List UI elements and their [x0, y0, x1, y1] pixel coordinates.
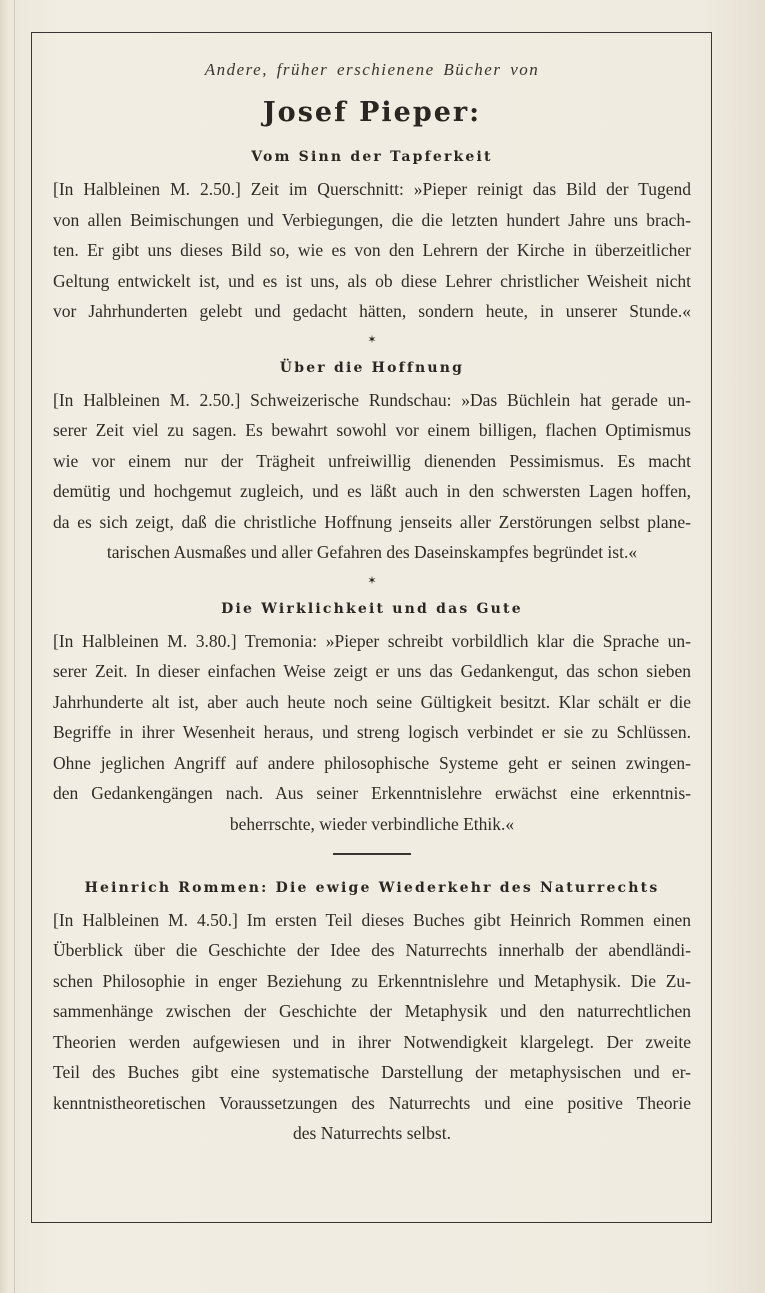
text-line: tarischen Ausmaßes und aller Gefahren des Daseinskampfes begründet ist.«: [106, 542, 638, 562]
book-title: Die Wirklichkeit und das Gute: [221, 600, 523, 617]
text-line: Begriffe in ihrer Wesenheit heraus, und streng logisch verbindet er sie zu Schlüssen.: [53, 722, 691, 742]
intro-line: Andere, früher erschienene Bücher von: [204, 60, 540, 79]
separator-star: ✶: [367, 574, 377, 587]
book-description: [53, 174, 691, 327]
text-line: serer Zeit viel zu sagen. Es bewahrt sowohl vor einem billigen, flachen Optimismus: [53, 420, 691, 440]
text-line: [In Halbleinen M. 2.50.] Schweizerische Rundschau: »Das Büchlein hat gerade un-: [53, 389, 691, 410]
text-line: Geltung entwickelt ist, und es ist uns, als ob diese Lehrer christlicher Weisheit nicht: [53, 270, 691, 291]
text-line: [In Halbleinen M. 3.80.] Tremonia: »Pieper schreibt vorbildlich klar die Sprache un-: [53, 630, 691, 651]
text-line: [In Halbleinen M. 4.50.] Im ersten Teil dieses Buches gibt Heinrich Rommen einen: [53, 909, 691, 930]
text-line: sammenhänge zwischen der Geschichte der Metaphysik und den naturrechtlichen: [53, 1001, 691, 1021]
text-line: ten. Er gibt uns dieses Bild so, wie es von den Lehrern der Kirche in überzeitlicher: [53, 240, 691, 260]
page-fold: [14, 0, 15, 1293]
text-line: kenntnistheoretischen Voraussetzungen des Naturrechts und eine positive Theorie: [53, 1092, 691, 1113]
text-line: serer Zeit. In dieser einfachen Weise zeigt er uns das Gedankengut, das schon sieben: [53, 661, 691, 681]
text-line: schen Philosophie in enger Beziehung zu Erkenntnislehre und Metaphysik. Die Zu-: [53, 970, 691, 991]
text-line: demütig und hochgemut zugleich, und es läßt auch in den schwersten Lagen hoffen,: [53, 481, 691, 501]
page-content: [53, 56, 691, 1149]
text-line: Ohne jeglichen Angriff auf andere philosophische Systeme geht er seinen zwingen-: [53, 752, 691, 773]
text-line: wie vor einem nur der Trägheit unfreiwillig dienenden Pessimismus. Es macht: [53, 450, 691, 471]
text-line: Teil des Buches gibt eine systematische Darstellung der metaphysischen und er-: [53, 1062, 691, 1082]
text-line: [In Halbleinen M. 2.50.] Zeit im Querschnitt: »Pieper reinigt das Bild der Tugend: [53, 179, 691, 199]
book-title: Über die Hoffnung: [279, 359, 465, 376]
text-line: des Naturrechts selbst.: [293, 1123, 451, 1143]
text-line: Jahrhunderte alt ist, aber auch heute noch seine Gültigkeit besitzt. Klar schält er die: [53, 691, 691, 712]
book-title: Vom Sinn der Tapferkeit: [251, 149, 493, 165]
book-description: [53, 385, 691, 568]
book-description: [53, 905, 691, 1149]
text-line: beherrschte, wieder verbindliche Ethik.«: [229, 813, 515, 834]
text-line: vor Jahrhunderten gelebt und gedacht hätten, sondern heute, in unserer Stunde.«: [53, 301, 691, 321]
author-heading: Josef Pieper:: [262, 97, 482, 128]
text-line: Überblick über die Geschichte der Idee des Naturrechts innerhalb der abendländi-: [53, 940, 691, 960]
text-line: den Gedankengängen nach. Aus seiner Erkenntnislehre erwächst eine erkenntnis-: [53, 783, 691, 803]
book-title: Heinrich Rommen: Die ewige Wiederkehr des Naturrechts: [84, 879, 660, 896]
text-line: Theorien werden aufgewiesen und in ihrer Notwendigkeit klargelegt. Der zweite: [53, 1031, 691, 1052]
book-description: [53, 626, 691, 840]
text-line: da es sich zeigt, daß die christliche Hoffnung jenseits aller Zerstörungen selbst plane-: [53, 511, 691, 532]
text-line: von allen Beimischungen und Verbiegungen, die die letzten hundert Jahre uns brach-: [53, 209, 691, 230]
separator-star: ✶: [367, 333, 377, 346]
